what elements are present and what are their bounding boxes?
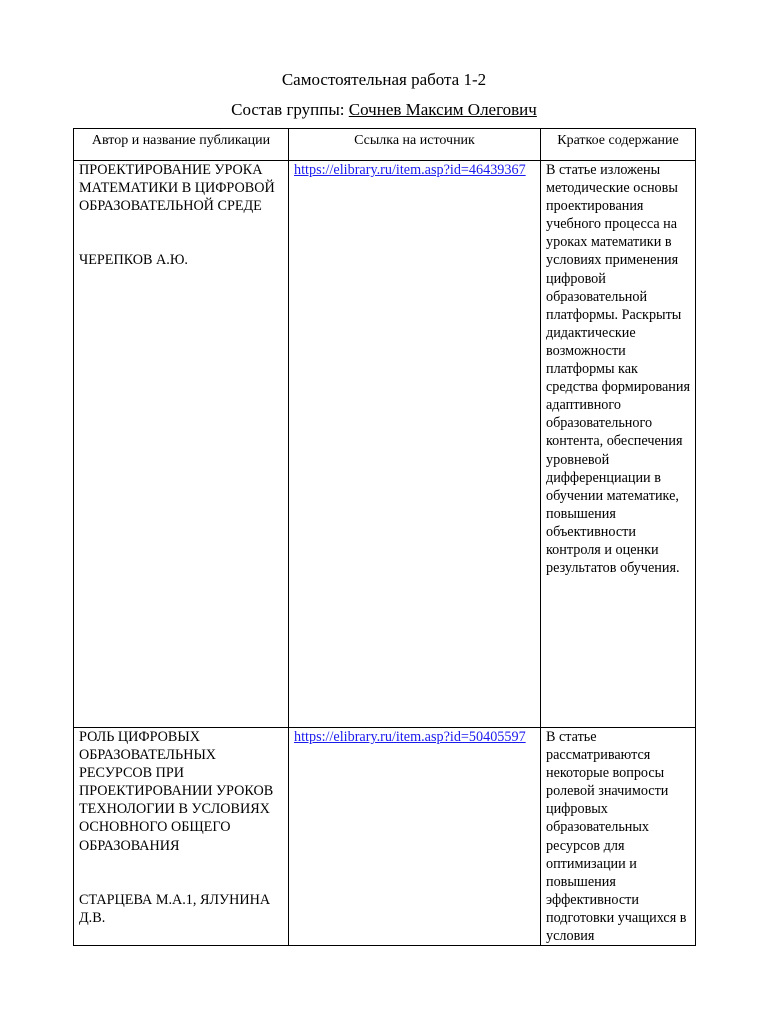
publication-authors: СТАРЦЕВА М.А.1, ЯЛУНИНА Д.В. (79, 891, 271, 926)
author-title-cell (74, 728, 289, 946)
summary-cell (541, 728, 696, 946)
publication-summary: В статье изложены методические основы проектирования учебного процесса на уроках математики в условиях применения цифровой образовательной платформы. Раскрыты дидактические возможности платформы как средства формирования адаптивного образовательного контента, обеспечения уровневой дифференциации в обучении математике, повышения объективности контроля и оценки результатов обучения. (546, 162, 691, 577)
summary-cell (541, 161, 696, 728)
header-summary: Краткое содержание (541, 129, 696, 161)
group-label: Состав группы: (231, 100, 345, 119)
table-row (74, 728, 696, 946)
group-line (0, 99, 768, 121)
header-author-title: Автор и название публикации (74, 129, 289, 161)
publications-table (73, 128, 696, 946)
source-link-cell (289, 728, 541, 946)
publication-summary: В статье рассматриваются некоторые вопросы ролевой значимости цифровых образовательных ресурсов для оптимизации и повышения эффективности подготовки учащихся в условия (546, 729, 687, 945)
source-link[interactable]: https://elibrary.ru/item.asp?id=46439367 (294, 162, 526, 178)
author-title-cell (74, 161, 289, 728)
source-link[interactable]: https://elibrary.ru/item.asp?id=50405597 (294, 729, 526, 745)
group-members: Сочнев Максим Олегович (348, 100, 537, 119)
table-row (74, 161, 696, 728)
page-title: Самостоятельная работа 1-2 (281, 70, 487, 89)
publication-title: РОЛЬ ЦИФРОВЫХ ОБРАЗОВАТЕЛЬНЫХ РЕСУРСОВ ПРИ ПРОЕКТИРОВАНИИ УРОКОВ ТЕХНОЛОГИИ В УСЛОВИЯХ ОСНОВНОГО ОБЩЕГО ОБРАЗОВАНИЯ (79, 729, 274, 854)
header-source-link: Ссылка на источник (289, 129, 541, 161)
publication-authors: ЧЕРЕПКОВ А.Ю. (79, 252, 188, 269)
source-link-cell (289, 161, 541, 728)
table-header-row (74, 129, 696, 161)
publication-title: ПРОЕКТИРОВАНИЕ УРОКА МАТЕМАТИКИ В ЦИФРОВОЙ ОБРАЗОВАТЕЛЬНОЙ СРЕДЕ (79, 162, 275, 215)
